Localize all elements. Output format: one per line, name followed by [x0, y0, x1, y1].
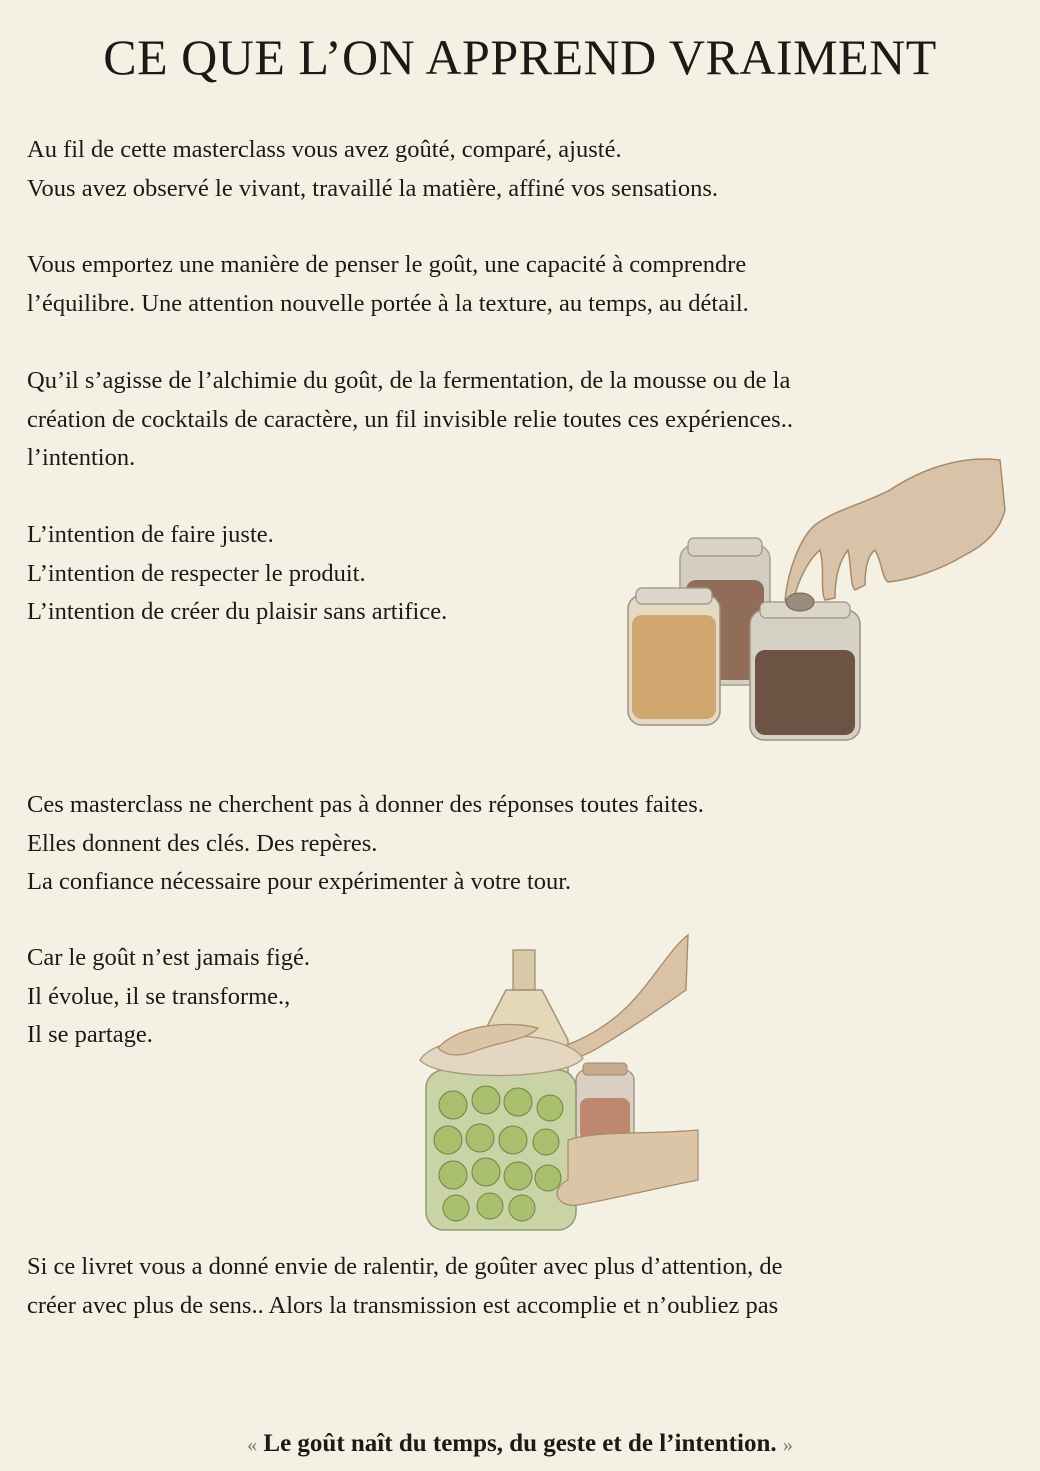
paragraph-takeaways: Vous emportez une manière de penser le goût, une capacité à comprendre l’équilibre. Une attention nouvelle portée à la texture, au temps, au détail. — [27, 251, 749, 317]
quote-close-mark: » — [782, 1434, 793, 1456]
paragraph-common-thread: Qu’il s’agisse de l’alchimie du goût, de la fermentation, de la mousse ou de la création de cocktails de caractère, un fil invisible relie toutes ces expériences.. l’intention. — [27, 367, 793, 471]
hands-holding-pickle-jar-icon — [418, 930, 708, 1235]
paragraph-intentions: L’intention de faire juste. L’intention de respecter le produit. L’intention de créer du plaisir sans artifice. — [27, 521, 448, 625]
paragraph-masterclass-purpose: Ces masterclass ne cherchent pas à donner des réponses toutes faites. Elles donnent des clés. Des repères. La confiance nécessaire pour expérimenter à votre tour. — [27, 791, 704, 895]
hand-with-jars-icon — [620, 450, 1010, 750]
paragraph-intro: Au fil de cette masterclass vous avez goûté, comparé, ajusté. Vous avez observé le vivant, travaillé la matière, affiné vos sensations. — [27, 136, 719, 202]
quote-open-mark: « — [247, 1434, 258, 1456]
paragraph-closing: Si ce livret vous a donné envie de ralentir, de goûter avec plus d’attention, de créer avec plus de sens.. Alors la transmission est accomplie et n’oubliez pas — [27, 1253, 783, 1319]
page-title: CE QUE L’ON APPREND VRAIMENT — [103, 29, 937, 85]
paragraph-taste-evolves: Car le goût n’est jamais figé. Il évolue, il se transforme., Il se partage. — [27, 944, 311, 1048]
quote-text: Le goût naît du temps, du geste et de l’intention. — [263, 1430, 777, 1457]
closing-quote — [0, 1430, 1040, 1458]
